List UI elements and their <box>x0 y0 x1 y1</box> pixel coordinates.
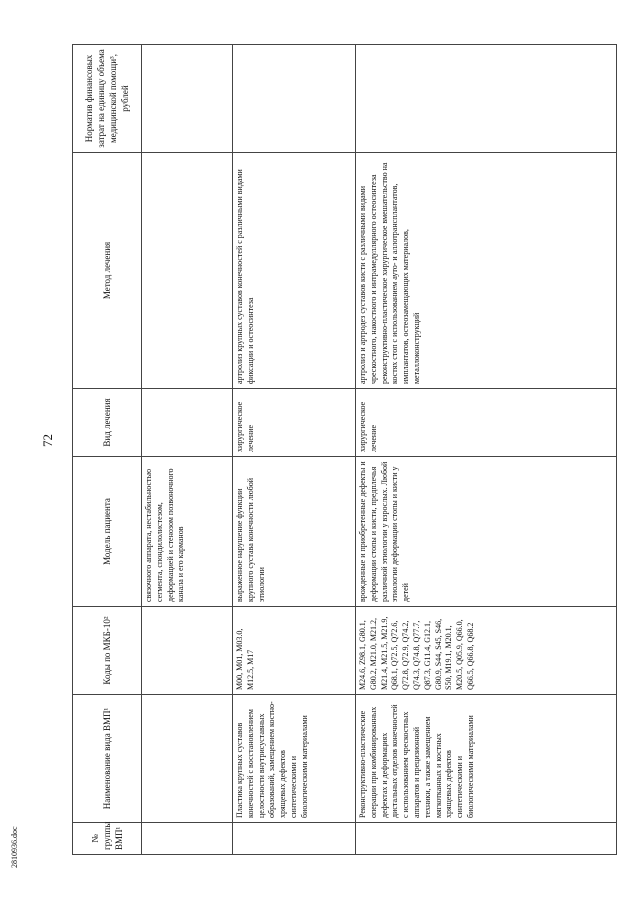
cell-codes: M00, M01, M03.0, M12.5, M17 <box>233 607 356 695</box>
cell-method: артролиз и артродез суставов кисти с различными видами чрескостного, накостного и интрамедуллярного остеосинтеза реконструктивно-пластическое хирургическое вмешательство на костях стоп с использованием ауто- и аллотрансплантатов, имплантатов, остеозамещающих материалов, металлоконструкций <box>356 153 617 389</box>
page-number: 72 <box>40 434 55 447</box>
table-row <box>142 45 233 855</box>
header-group: № группы ВМП¹ <box>73 823 142 855</box>
cell-model: врожденные и приобретенные дефекты и деформации стопы и кисти, предплечья различной этиологии у взрослых. Любой этиологии деформации стопы и кисти у детей <box>356 457 617 607</box>
cell-name: Реконструктивно-пластические операции при комбинированных дефектах и деформациях дистальных отделов конечностей с использованием чрескостных аппаратов и прецизионной техники, а также замещением мягкотканных и костных хрящевых дефектов синтетическими и биологическими материалами <box>356 695 617 823</box>
vmp-table <box>72 44 617 855</box>
rotated-table-container <box>72 45 617 855</box>
cell-treatment-type: хирургическое лечение <box>233 389 356 457</box>
header-norm: Норматив финансовых затрат на единицу объема медицинской помощи³, рублей <box>73 45 142 153</box>
cell-method: артролиз крупных суставов конечностей с различными видами фиксации и остеосинтеза <box>233 153 356 389</box>
cell-codes <box>142 607 233 695</box>
header-name: Наименование вида ВМП¹ <box>73 695 142 823</box>
table-row <box>356 45 617 855</box>
cell-name: Пластика крупных суставов конечностей с восстановлением целостности внутрисуставных образований, замещением костно-хрящевых дефектов синтетическими и биологическими материалами <box>233 695 356 823</box>
cell-norm <box>233 45 356 153</box>
header-treatment-type: Вид лечения <box>73 389 142 457</box>
cell-treatment-type: хирургическое лечение <box>356 389 617 457</box>
header-method: Метод лечения <box>73 153 142 389</box>
header-model: Модель пациента <box>73 457 142 607</box>
cell-norm <box>356 45 617 153</box>
cell-group <box>356 823 617 855</box>
cell-model: связочного аппарата, нестабильностью сегмента, спондилолистезом, деформацией и стенозом позвоночного канала и его карманов <box>142 457 233 607</box>
file-name: 2810936.doc <box>10 826 19 868</box>
cell-method <box>142 153 233 389</box>
header-codes: Коды по МКБ-10² <box>73 607 142 695</box>
cell-group <box>142 823 233 855</box>
cell-codes: M24.6, Z98.1, G80.1, G80.2, M21.0, M21.2, M21.4, M21.5, M21.9, Q68.1, Q72.5, Q72.6, Q72.8, Q72.9, Q74.2, Q74.3, Q74.8, Q77.7, Q87.3, G11.4, G12.1, G80.9, S44, S45, S46, S50, M19.1, M20.1, M20.5, Q05.9, Q66.0, Q66.5, Q66.8, Q68.2 <box>356 607 617 695</box>
table-header-row <box>73 45 142 855</box>
cell-group <box>233 823 356 855</box>
cell-norm <box>142 45 233 153</box>
cell-model: выраженное нарушение функции крупного сустава конечности любой этиологии <box>233 457 356 607</box>
cell-treatment-type <box>142 389 233 457</box>
table-row <box>233 45 356 855</box>
cell-name <box>142 695 233 823</box>
